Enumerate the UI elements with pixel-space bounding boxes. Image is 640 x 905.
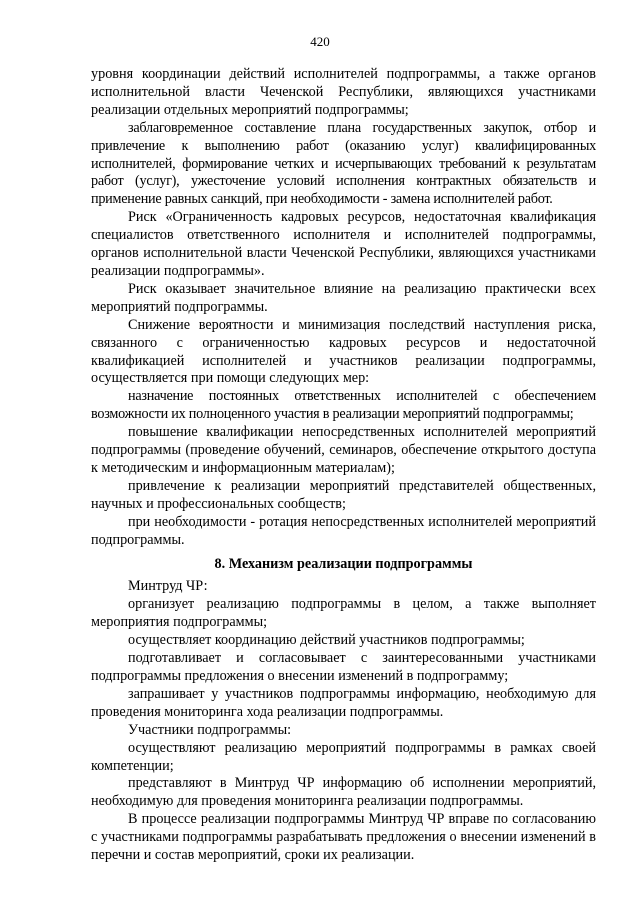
paragraph: В процессе реализации подпрограммы Минтруд ЧР вправе по согласованию с участниками подпрограммы разрабатывать предложения о внесении изменений в перечни и состав мероприятий, сроки их реализации. [91,811,596,864]
paragraph: уровня координации действий исполнителей подпрограммы, а также органов исполнительной власти Чеченской Республики, являющихся участниками реализации отдельных мероприятий подпрограммы; [91,66,596,118]
page-number: 420 [310,34,330,49]
paragraph: Участники подпрограммы: [128,721,292,738]
document-body [91,66,596,865]
paragraph: привлечение к реализации мероприятий представителей общественных, научных и профессиональных сообществ; [91,477,596,512]
paragraph: осуществляют реализацию мероприятий подпрограммы в рамках своей компетенции; [91,739,596,774]
paragraph: при необходимости - ротация непосредственных исполнителей мероприятий подпрограммы. [91,513,596,548]
paragraph: Риск «Ограниченность кадровых ресурсов, недостаточная квалификация специалистов ответственного исполнителя и исполнителей подпрограммы, органов исполнительной власти Чеченской Республики, являющихся участниками реализации подпрограммы». [91,209,596,279]
paragraph: подготавливает и согласовывает с заинтересованными участниками подпрограммы предложения о внесении изменений в подпрограмму; [91,650,596,684]
paragraph: Риск оказывает значительное влияние на реализацию практически всех мероприятий подпрограммы. [91,280,596,315]
paragraph: Минтруд ЧР: [128,578,208,595]
paragraph: Снижение вероятности и минимизация последствий наступления риска, связанного с ограниченностью кадровых ресурсов и недостаточной квалификацией исполнителей и участников реализации подпрограммы, осуществляется при помощи следующих мер: [91,316,596,387]
paragraph: запрашивает у участников подпрограммы информацию, необходимую для проведения мониторинга хода реализации подпрограммы. [91,685,596,720]
paragraph: назначение постоянных ответственных исполнителей с обеспечением возможности их полноценного участия в реализации мероприятий подпрограммы; [91,388,596,423]
paragraph: осуществляет координацию действий участников подпрограммы; [128,632,525,649]
paragraph: повышение квалификации непосредственных исполнителей мероприятий подпрограммы (проведение обучений, семинаров, обеспечение открытого доступа к методическим и информационным материалам); [91,424,596,476]
section-title: 8. Механизм реализации подпрограммы [214,556,473,573]
paragraph: организует реализацию подпрограммы в целом, а также выполняет мероприятия подпрограммы; [91,596,596,631]
paragraph: заблаговременное составление плана государственных закупок, отбор и привлечение к выполнению работ (оказанию услуг) квалифицированных исполнителей, формирование четких и исчерпывающих требований к результатам работ (услуг), ужесточение условий исполнения контрактных обязательств и применение равных санкций, при необходимости - замена исполнителей работ. [91,119,596,208]
paragraph: представляют в Минтруд ЧР информацию об исполнении мероприятий, необходимую для проведения мониторинга реализации подпрограммы. [91,775,596,810]
